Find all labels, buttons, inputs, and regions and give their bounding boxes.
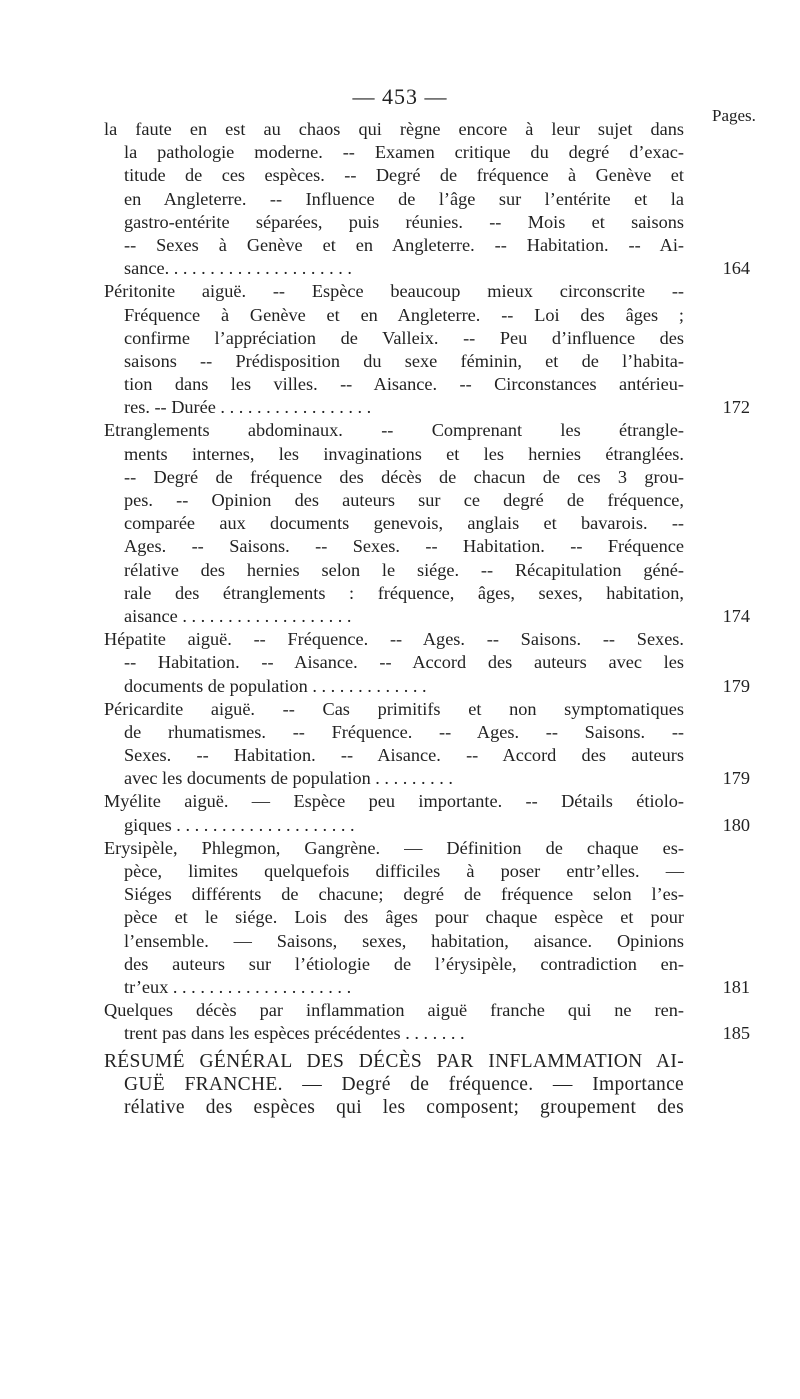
toc-line: en Angleterre. -- Influence de l’âge sur l’entérite et la (124, 188, 684, 209)
toc-line: pèce et le siége. Lois des âges pour chaque espèce et pour (124, 907, 684, 928)
toc-line-last (104, 396, 750, 419)
toc-line: -- Sexes à Genève et en Angleterre. -- Habitation. -- Ai- (124, 234, 684, 255)
toc-line-last (104, 767, 750, 790)
toc-line: Péricardite aiguë. -- Cas primitifs et non symptomatiques (104, 698, 684, 719)
summary-line: RÉSUMÉ GÉNÉRAL DES DÉCÈS PAR INFLAMMATION AI- (104, 1050, 684, 1072)
toc-line: rale des étranglements : fréquence, âges, sexes, habitation, (124, 582, 684, 603)
toc-line-last (104, 257, 750, 280)
pages-column-label: Pages. (712, 106, 756, 125)
toc-line-text: avec les documents de population . . . . . . . . . (124, 768, 453, 789)
toc-line-text: trent pas dans les espèces précédentes . . . . . . . (124, 1023, 465, 1044)
toc-line: -- Habitation. -- Aisance. -- Accord des auteurs avec les (124, 652, 684, 673)
table-of-contents (104, 118, 750, 1119)
toc-line-last (104, 814, 750, 837)
toc-page-number: 179 (722, 675, 750, 696)
toc-entry-quelques-deces (104, 999, 750, 1045)
toc-line-text: giques . . . . . . . . . . . . . . . . . . . . (124, 814, 355, 835)
toc-line: Etranglements abdominaux. -- Comprenant les étrangle- (104, 420, 684, 441)
toc-line: Siéges différents de chacune; degré de fréquence selon l’es- (124, 884, 684, 905)
toc-page-number: 179 (722, 768, 750, 789)
summary-line: GUË FRANCHE. — Degré de fréquence. — Importance (124, 1073, 684, 1095)
summary-line: rélative des espèces qui les composent; groupement des (124, 1096, 684, 1118)
toc-entry-etranglements (104, 419, 750, 628)
toc-line: Quelques décès par inflammation aiguë franche qui ne ren- (104, 1000, 684, 1021)
toc-line-text: documents de population . . . . . . . . . . . . . (124, 675, 427, 696)
toc-line: Erysipèle, Phlegmon, Gangrène. — Définition de chaque es- (104, 837, 684, 858)
toc-line: confirme l’appréciation de Valleix. -- Peu d’influence des (124, 327, 684, 348)
toc-summary (104, 1050, 684, 1120)
toc-line: -- Degré de fréquence des décès de chacun de ces 3 grou- (124, 466, 684, 487)
toc-line-text: tr’eux . . . . . . . . . . . . . . . . . . . . (124, 976, 352, 997)
toc-line: l’ensemble. — Saisons, sexes, habitation, aisance. Opinions (124, 930, 684, 951)
toc-line-last (104, 1022, 750, 1045)
toc-line: pes. -- Opinion des auteurs sur ce degré de fréquence, (124, 490, 684, 510)
toc-line: gastro-entérite séparées, puis réunies. -- Mois et saisons (124, 211, 684, 232)
toc-line: comparée aux documents genevois, anglais et bavarois. -- (124, 513, 684, 534)
toc-line: Hépatite aiguë. -- Fréquence. -- Ages. -- Saisons. -- Sexes. (104, 629, 684, 650)
toc-line: titude de ces espèces. -- Degré de fréquence à Genève et (124, 165, 684, 186)
toc-page-number: 164 (722, 258, 750, 279)
toc-entry-erysipele (104, 837, 750, 999)
toc-line: Fréquence à Genève et en Angleterre. -- Loi des âges ; (124, 304, 684, 325)
toc-line: Sexes. -- Habitation. -- Aisance. -- Accord des auteurs (124, 745, 684, 766)
toc-line-text: res. -- Durée . . . . . . . . . . . . . . . . . (124, 397, 372, 418)
page-number: — 453 — (352, 84, 448, 109)
toc-entry-pericardite (104, 698, 750, 791)
toc-line-last (104, 605, 750, 628)
toc-line: saisons -- Prédisposition du sexe féminin, et de l’habita- (124, 350, 684, 371)
toc-line-text: sance. . . . . . . . . . . . . . . . . . . . . (124, 258, 352, 279)
toc-line-text: aisance . . . . . . . . . . . . . . . . . . . (124, 605, 352, 626)
toc-line-last (104, 976, 750, 999)
toc-line: rélative des hernies selon le siége. -- Récapitulation géné- (124, 559, 684, 580)
toc-line: ments internes, les invaginations et les hernies étranglées. (124, 443, 684, 464)
toc-page-number: 180 (722, 814, 750, 835)
toc-entry-peritonite (104, 280, 750, 419)
toc-line-last (104, 675, 750, 698)
toc-line: Ages. -- Saisons. -- Sexes. -- Habitation. -- Fréquence (124, 536, 684, 557)
toc-page-number: 174 (722, 605, 750, 626)
toc-line: tion dans les villes. -- Aisance. -- Circonstances antérieu- (124, 374, 684, 395)
toc-entry-enterite (104, 118, 750, 280)
toc-line: Myélite aiguë. — Espèce peu importante. -- Détails étiolo- (104, 791, 684, 812)
toc-page-number: 181 (722, 976, 750, 997)
toc-line: la faute en est au chaos qui règne encore à leur sujet dans (104, 119, 684, 139)
toc-line: Péritonite aiguë. -- Espèce beaucoup mieux circonscrite -- (104, 281, 684, 302)
toc-entry-myelite (104, 790, 750, 836)
toc-page-number: 185 (722, 1023, 750, 1044)
toc-entry-hepatite (104, 628, 750, 698)
toc-page-number: 172 (722, 397, 750, 418)
toc-line: pèce, limites quelquefois difficiles à poser entr’elles. — (124, 861, 684, 881)
toc-line: des auteurs sur l’étiologie de l’érysipèle, contradiction en- (124, 953, 684, 974)
toc-line: de rhumatismes. -- Fréquence. -- Ages. -- Saisons. -- (124, 721, 684, 742)
toc-line: la pathologie moderne. -- Examen critique du degré d’exac- (124, 142, 684, 163)
